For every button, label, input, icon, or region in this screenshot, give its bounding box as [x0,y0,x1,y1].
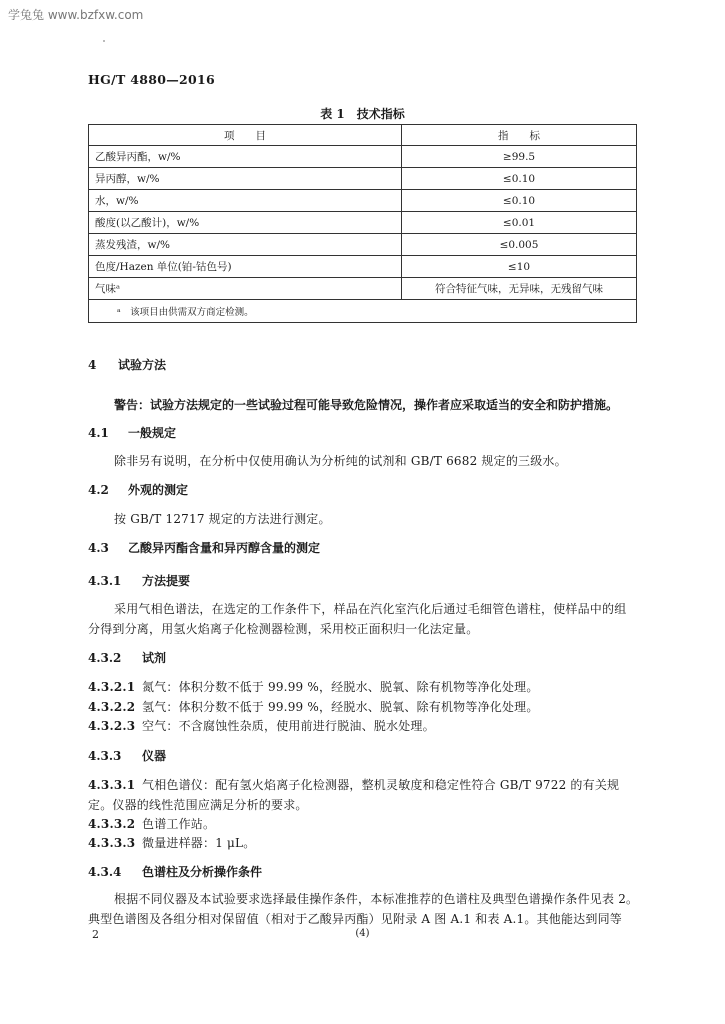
table-row [89,212,637,234]
paragraph-line: 定。仪器的线性范围应满足分析的要求。 [88,798,308,812]
row-value: ≤0.01 [402,212,637,234]
section-heading [88,539,320,556]
row-item: 水，w/% [89,190,402,212]
row-item: 酸度(以乙酸计)，w/% [89,212,402,234]
clause-text: 气相色谱仪：配有氢火焰离子化检测器，整机灵敏度和稳定性符合 GB/T 9722 的有关规 [142,778,620,792]
section-heading [88,424,176,441]
clause [88,776,619,793]
footer-center-mark: (4) [355,928,370,939]
clause-number: 4.3.2.1 [88,680,136,694]
clause [88,698,539,715]
section-number: 4.3.1 [88,574,122,588]
table-caption: 表 1 技术指标 [320,107,405,121]
section-heading [88,747,166,764]
header-index: 指 标 [402,125,637,146]
section-heading [88,863,262,880]
section-title: 外观的测定 [128,483,189,497]
section-number: 4.2 [88,483,109,497]
section-title: 方法提要 [142,574,191,588]
clause-number: 4.3.2.3 [88,719,136,733]
section-number: 4.3.3 [88,749,122,763]
section-title: 乙酸异丙酯含量和异丙醇含量的测定 [128,541,321,555]
section-number: 4.3.2 [88,651,122,665]
row-item: 蒸发残渣，w/% [89,234,402,256]
table-row [89,168,637,190]
clause-text: 空气：不含腐蚀性杂质，使用前进行脱油、脱水处理。 [142,719,435,733]
section-heading [88,356,166,373]
table-row [89,256,637,278]
table-footnote-row [89,300,637,323]
table-row [89,278,637,300]
warning-text: 警告：试验方法规定的一些试验过程可能导致危险情况，操作者应采取适当的安全和防护措施。 [114,398,619,412]
section-number: 4.3 [88,541,109,555]
section-number: 4 [88,358,97,372]
clause-number: 4.3.3.3 [88,836,136,850]
row-value: ≤0.10 [402,168,637,190]
clause [88,834,255,851]
scan-speck [103,40,105,42]
table-row [89,190,637,212]
row-item: 乙酸异丙酯，w/% [89,146,402,168]
clause-number: 4.3.2.2 [88,700,136,714]
row-value: ≤0.10 [402,190,637,212]
row-value: ≤10 [402,256,637,278]
clause-number: 4.3.3.2 [88,817,136,831]
row-value: ≤0.005 [402,234,637,256]
table-footnote: ᵃ 该项目由供需双方商定检测。 [89,300,637,323]
clause [88,717,435,734]
section-number: 4.3.4 [88,865,122,879]
clause-text: 微量进样器：1 μL。 [142,836,256,850]
paragraph-line: 典型色谱图及各组分相对保留值（相对于乙酸异丙酯）见附录 A 图 A.1 和表 A.1。其他能达到同等 [88,912,622,926]
section-title: 仪器 [142,749,167,763]
clause [88,678,539,695]
section-heading [88,572,190,589]
page-number: 2 [92,928,99,941]
technical-index-table [88,124,637,323]
paragraph-line: 采用气相色谱法，在选定的工作条件下，样品在汽化室汽化后通过毛细管色谱柱，使样品中的组 [114,602,627,616]
table-row [89,234,637,256]
paragraph-line: 根据不同仪器及本试验要求选择最佳操作条件，本标准推荐的色谱柱及典型色谱操作条件见表 2。 [114,892,639,906]
section-number: 4.1 [88,426,109,440]
paragraph: 按 GB/T 12717 规定的方法进行测定。 [114,512,331,526]
clause-text: 色谱工作站。 [142,817,216,831]
row-item: 气味ᵃ [89,278,402,300]
clause-text: 氮气：体积分数不低于 99.99 %，经脱水、脱氧、除有机物等净化处理。 [142,680,539,694]
clause-text: 氢气：体积分数不低于 99.99 %，经脱水、脱氧、除有机物等净化处理。 [142,700,539,714]
section-title: 色谱柱及分析操作条件 [142,865,263,879]
header-item: 项 目 [89,125,402,146]
table-header-row [89,125,637,146]
paragraph-line: 分得到分离，用氢火焰离子化检测器检测，采用校正面积归一化法定量。 [88,622,479,636]
table-row [89,146,637,168]
paragraph: 除非另有说明，在分析中仅使用确认为分析纯的试剂和 GB/T 6682 规定的三级水。 [114,454,567,468]
standard-code: HG/T 4880—2016 [88,72,215,87]
section-title: 试验方法 [118,358,167,372]
row-value: 符合特征气味，无异味，无残留气味 [402,278,637,300]
clause [88,815,215,832]
row-value: ≥99.5 [402,146,637,168]
section-title: 试剂 [142,651,167,665]
clause-number: 4.3.3.1 [88,778,136,792]
row-item: 色度/Hazen 单位(铂-钴色号) [89,256,402,278]
watermark: 学兔兔 www.bzfxw.com [8,8,144,22]
section-heading [88,481,188,498]
section-title: 一般规定 [128,426,177,440]
row-item: 异丙醇，w/% [89,168,402,190]
section-heading [88,649,166,666]
